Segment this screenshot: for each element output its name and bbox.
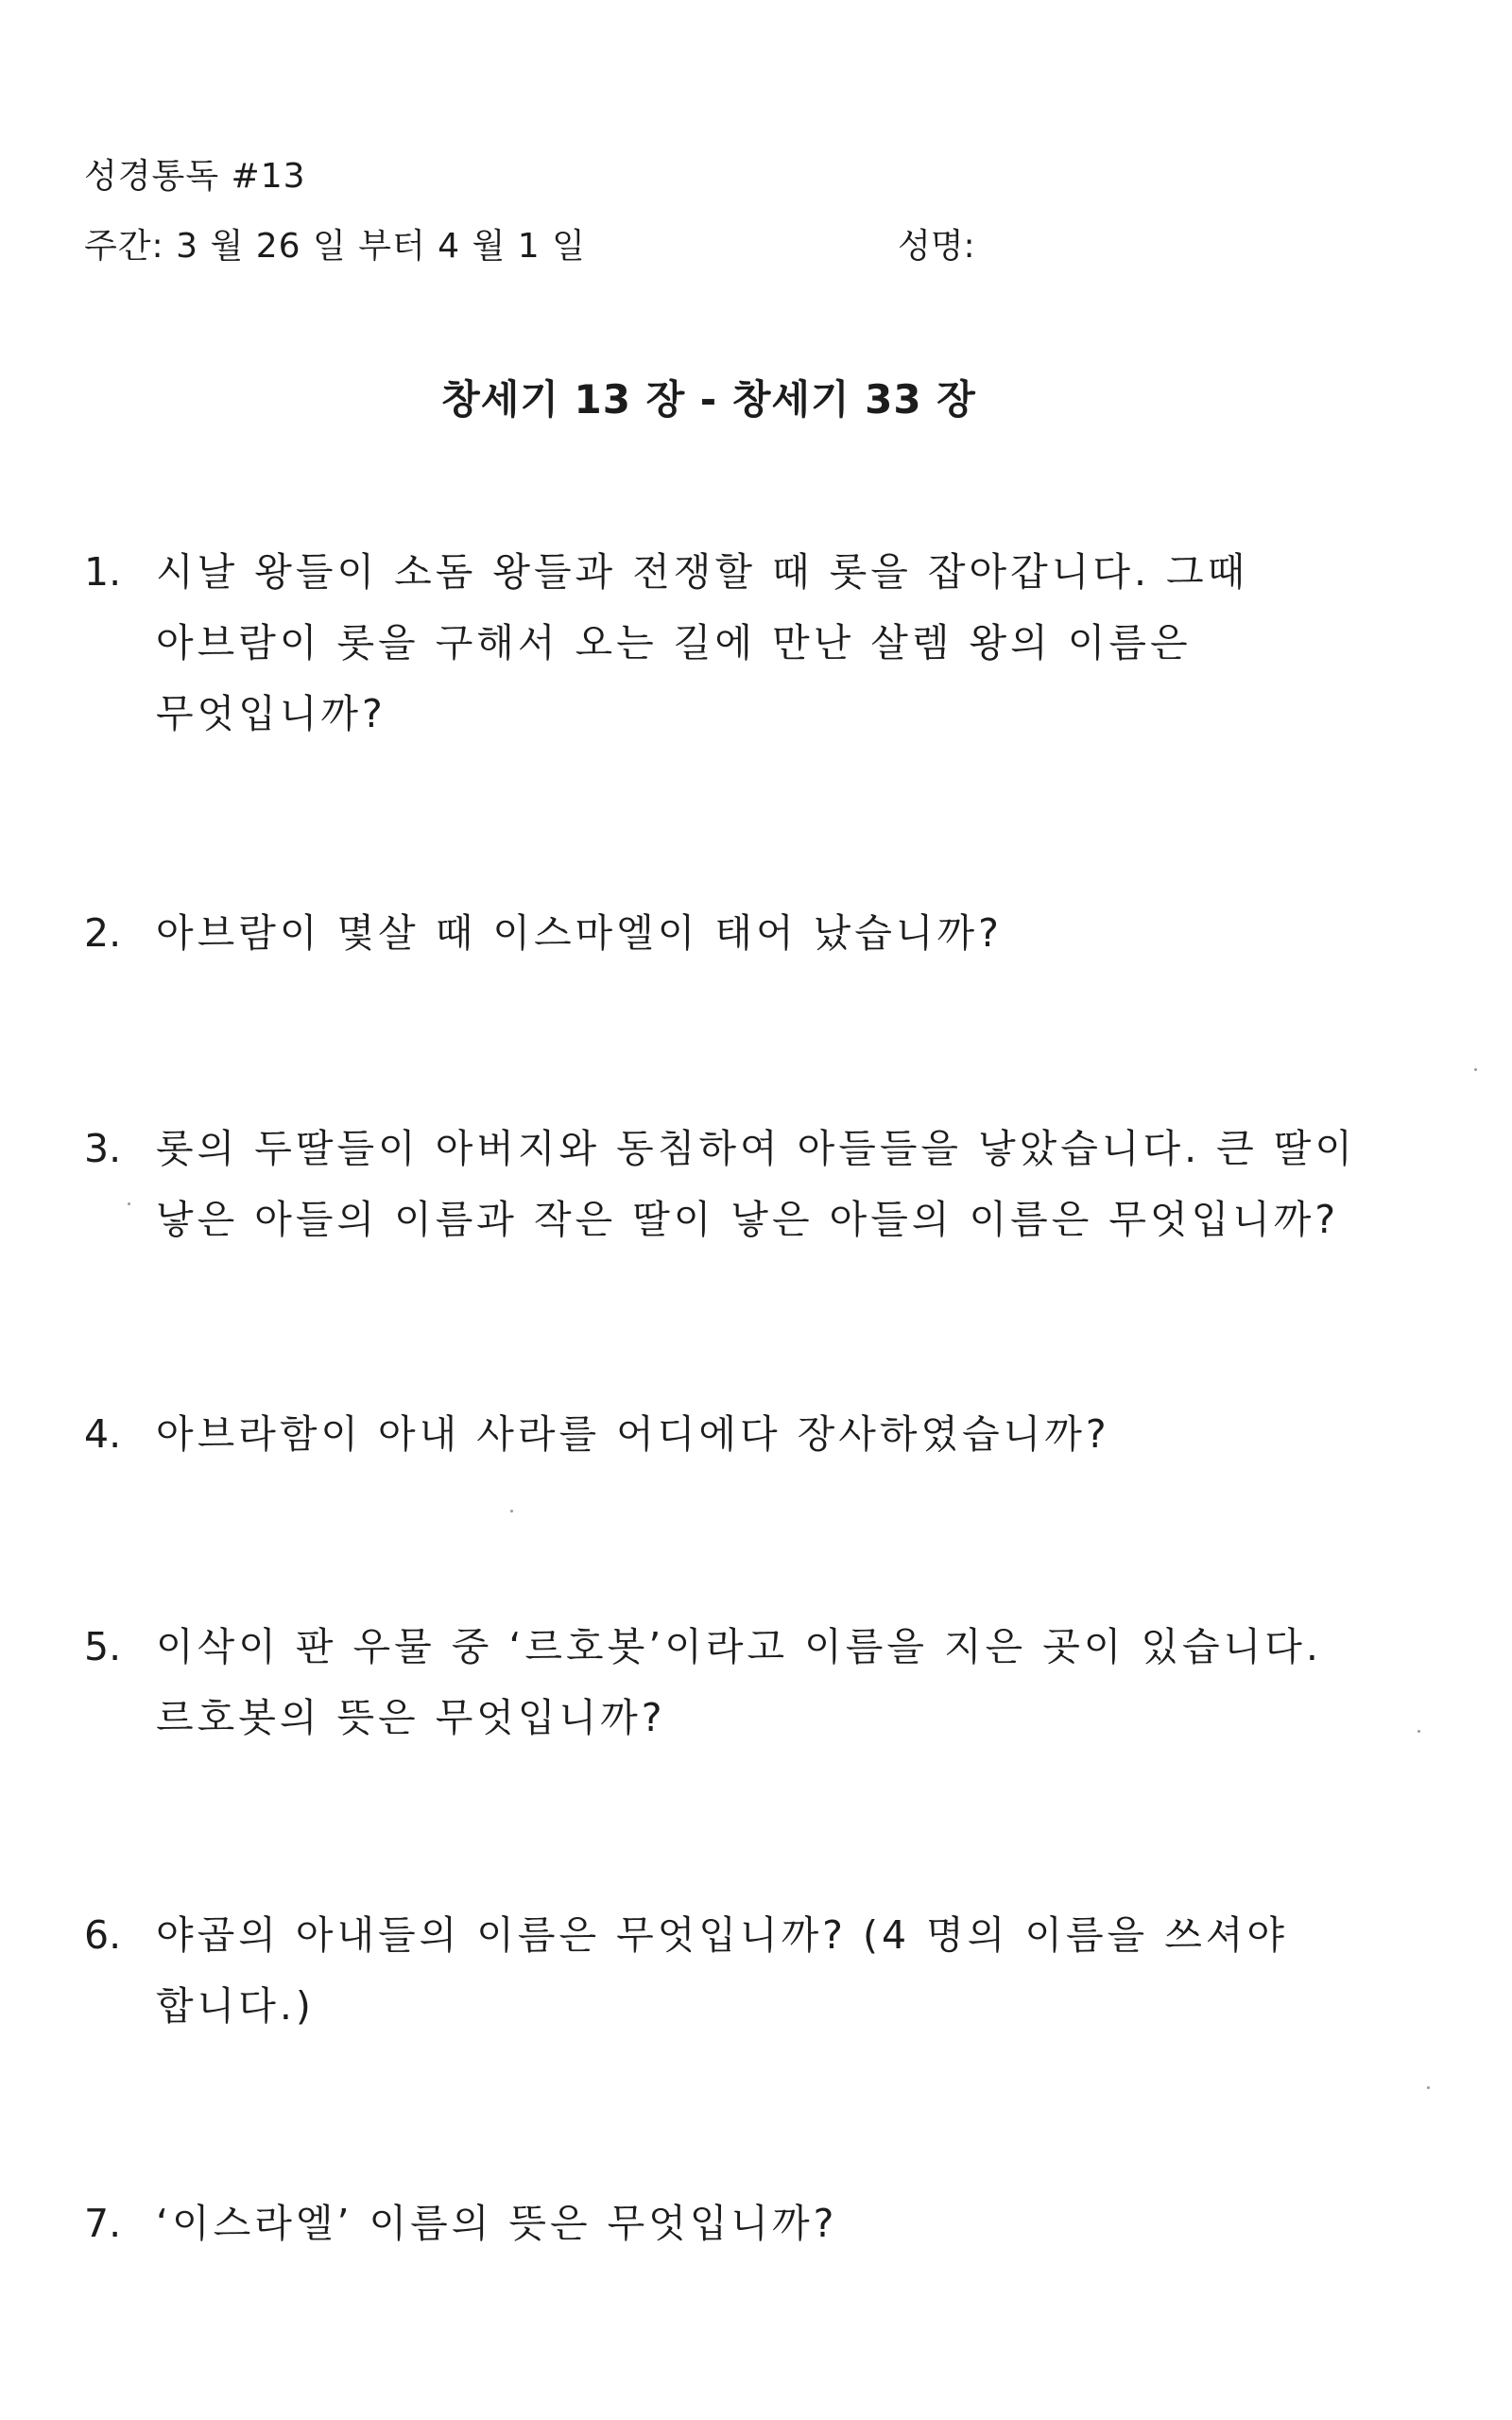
page-title: 창세기 13 장 - 창세기 33 장 bbox=[441, 376, 976, 423]
question-text-line: 낳은 아들의 이름과 작은 딸이 낳은 아들의 이름은 무엇입니까? bbox=[156, 1197, 1340, 1242]
question-number: 5. bbox=[84, 1624, 122, 1669]
question-text-line: 르호봇의 뜻은 무엇입니까? bbox=[156, 1695, 666, 1740]
question-2 bbox=[84, 898, 1464, 969]
question-number: 2. bbox=[84, 910, 122, 956]
question-text-line: ‘이스라엘’ 이름의 뜻은 무엇입니까? bbox=[156, 2201, 838, 2246]
question-number: 7. bbox=[84, 2201, 122, 2246]
question-number: 6. bbox=[84, 1912, 122, 1958]
question-text-line: 무엇입니까? bbox=[156, 691, 387, 736]
scan-speck bbox=[1418, 1730, 1420, 1733]
scan-speck bbox=[1474, 1068, 1477, 1071]
question-text-line: 이삭이 판 우물 중 ‘르호봇’이라고 이름을 지은 곳이 있습니다. bbox=[156, 1624, 1322, 1669]
question-text-line: 야곱의 아내들의 이름은 무엇입니까? (4 명의 이름을 쓰셔야 bbox=[156, 1912, 1289, 1958]
question-7 bbox=[84, 2188, 1464, 2259]
question-text-line: 아브라함이 아내 사라를 어디에다 장사하였습니까? bbox=[156, 1411, 1110, 1457]
question-1 bbox=[84, 537, 1464, 750]
question-4 bbox=[84, 1399, 1464, 1470]
course-label: 성경통독 #13 bbox=[84, 157, 306, 196]
question-5 bbox=[84, 1612, 1464, 1754]
question-text-line: 시날 왕들이 소돔 왕들과 전쟁할 때 롯을 잡아갑니다. 그때 bbox=[156, 549, 1249, 595]
scan-speck bbox=[1427, 2086, 1430, 2089]
question-text-line: 합니다.) bbox=[156, 1983, 315, 2029]
question-6 bbox=[84, 1900, 1464, 2042]
question-number: 4. bbox=[84, 1411, 122, 1457]
scan-speck bbox=[510, 1510, 513, 1512]
question-3 bbox=[84, 1114, 1464, 1255]
question-text-line: 아브람이 몇살 때 이스마엘이 태어 났습니까? bbox=[156, 910, 1003, 956]
question-number: 1. bbox=[84, 549, 122, 595]
question-number: 3. bbox=[84, 1126, 122, 1171]
question-text-line: 롯의 두딸들이 아버지와 동침하여 아들들을 낳았습니다. 큰 딸이 bbox=[156, 1126, 1357, 1171]
question-text-line: 아브람이 롯을 구해서 오는 길에 만난 살렘 왕의 이름은 bbox=[156, 620, 1192, 666]
name-field-label: 성명: bbox=[898, 227, 975, 266]
week-period: 주간: 3 월 26 일 부터 4 월 1 일 bbox=[84, 227, 586, 266]
scan-speck bbox=[128, 1202, 130, 1205]
